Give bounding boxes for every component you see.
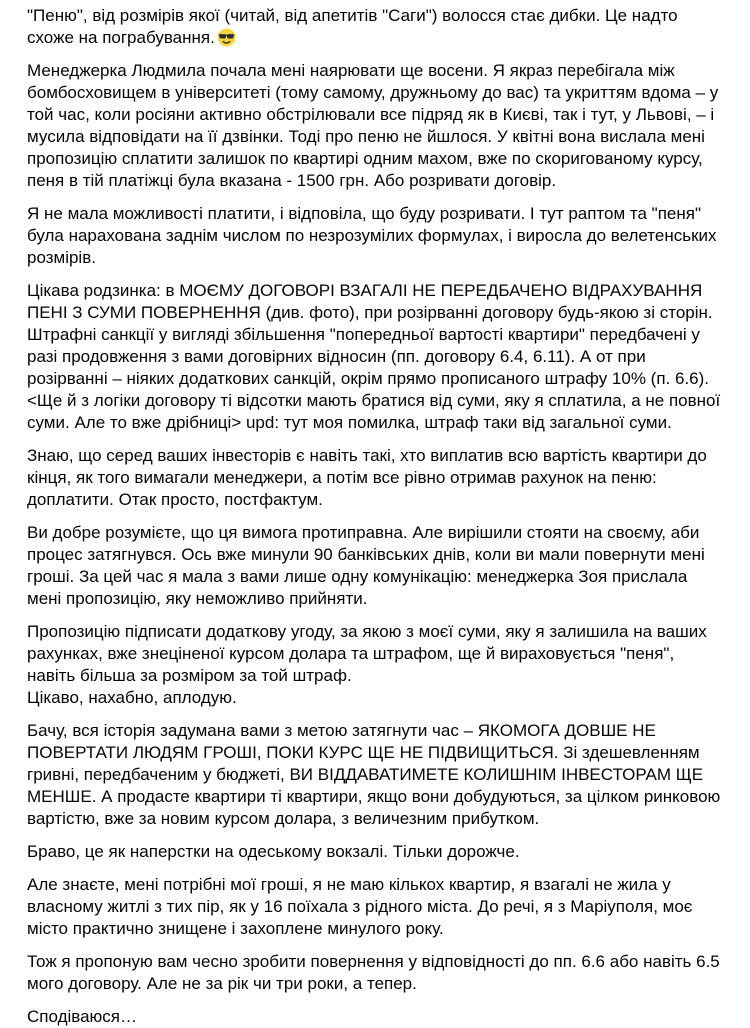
post-paragraph: Але знаєте, мені потрібні мої гроші, я не маю кількох квартир, я взагалі не жила у власному житлі з тих пір, як у 16 поїхала з рідного міста. До речі, я з Маріуполя, моє місто практично знищене і захоплене минулого року. xyxy=(27,875,698,938)
post-paragraph: Браво, це як наперстки на одеському вокзалі. Тільки дорожче. xyxy=(27,842,520,861)
post-paragraph: Ви добре розумієте, що ця вимога протиправна. Але вирішили стояти на своєму, аби процес затягнувся. Ось вже минули 90 банківських днів, коли ви мали повернути мені гроші. За цей час я мала з вами лише одну комунікацію: менеджерка Зоя прислала мені пропозицію, яку неможливо прийняти. xyxy=(27,523,710,608)
sunglasses-emoji-icon xyxy=(217,28,236,47)
post-paragraph: Цікаво, нахабно, аплодую. xyxy=(27,688,237,707)
post-paragraph: Менеджерка Людмила почала мені наярювати ще восени. Я якраз перебігала між бомбосховищем в університеті (тому самому, дружньому до вас) та укриттям вдома – у той час, коли росіяни активно обстрілювали все підряд як в Києві, так і тут, у Львові, – і мусила відповідати на її дзвінки. Тоді про пеню не йшлося. У квітні вона вислала мені пропозицію сплатити залишок по квартирі одним махом, вже по скоригованому курсу, пеня в тій платіжці була вказана - 1500 грн. Або розривати договір. xyxy=(27,61,723,190)
paragraph-text: "Пеню", від розмірів якої (читай, від апетитів "Саги") волосся стає дибки. Це надто схоже на пограбування. xyxy=(27,6,683,47)
post-paragraph: Пропозицію підписати додаткову угоду, за якою з моєї суми, яку я залишила на ваших рахунках, вже знеціненої курсом долара та штрафом, ще й вираховується "пеня", навіть більша за розміром за той штраф. xyxy=(27,622,712,685)
post-paragraph xyxy=(27,5,724,49)
post-paragraph: Я не мала можливості платити, і відповіла, що буду розривати. І тут раптом та "пеня" була нарахована заднім числом по незрозумілих формулах, і виросла до велетенських розмірів. xyxy=(27,204,722,267)
post-paragraph: Тож я пропоную вам чесно зробити повернення у відповідності до пп. 6.6 або навіть 6.5 мого договору. Але не за рік чи три роки, а тепер. xyxy=(27,952,725,993)
paragraph-text: Сподіваюся… xyxy=(27,1007,138,1026)
post-paragraph: Цікава родзинка: в МОЄМУ ДОГОВОРІ ВЗАГАЛІ НЕ ПЕРЕДБАЧЕНО ВІДРАХУВАННЯ ПЕНІ З СУМИ ПОВЕРНЕННЯ (див. фото), при розірванні договору будь-якою зі сторін. Штрафні санкції у вигляді збільшення "попередньої вартості квартири" передбачені у разі продовження з вами договірних відносин (пп. договору 6.4, 6.11). А от при розірванні – ніяких додаткових санкцій, окрім прямо прописаного штрафу 10% (п. 6.6). <Ще й з логіки договору ті відсотки мають братися від суми, яку я сплатила, а не повної суми. Але то вже дрібниці> upd: тут моя помилка, штраф таки від загальної суми. xyxy=(27,281,725,432)
clipped-bottom-line xyxy=(27,1006,724,1026)
post-paragraph: Бачу, вся історія задумана вами з метою затягнути час – ЯКОМОГА ДОВШЕ НЕ ПОВЕРТАТИ ЛЮДЯМ ГРОШІ, ПОКИ КУРС ЩЕ НЕ ПІДВИЩИТЬСЯ. Зі здешевленням гривні, передбаченим у бюджеті, ВИ ВІДДАВАТИМЕТЕ КОЛИШНІМ ІНВЕСТОРАМ ЩЕ МЕНШЕ. А продасте квартири ті квартири, якщо вони добудуються, за цілком ринковою вартістю, вже за новим курсом долара, з величезним прибутком. xyxy=(27,721,726,828)
post-paragraph: Знаю, що серед ваших інвесторів є навіть такі, хто виплатив всю вартість квартири до кінця, як того вимагали менеджери, а потім все рівно отримав рахунок на пеню: доплатити. Отак просто, постфактум. xyxy=(27,446,712,509)
